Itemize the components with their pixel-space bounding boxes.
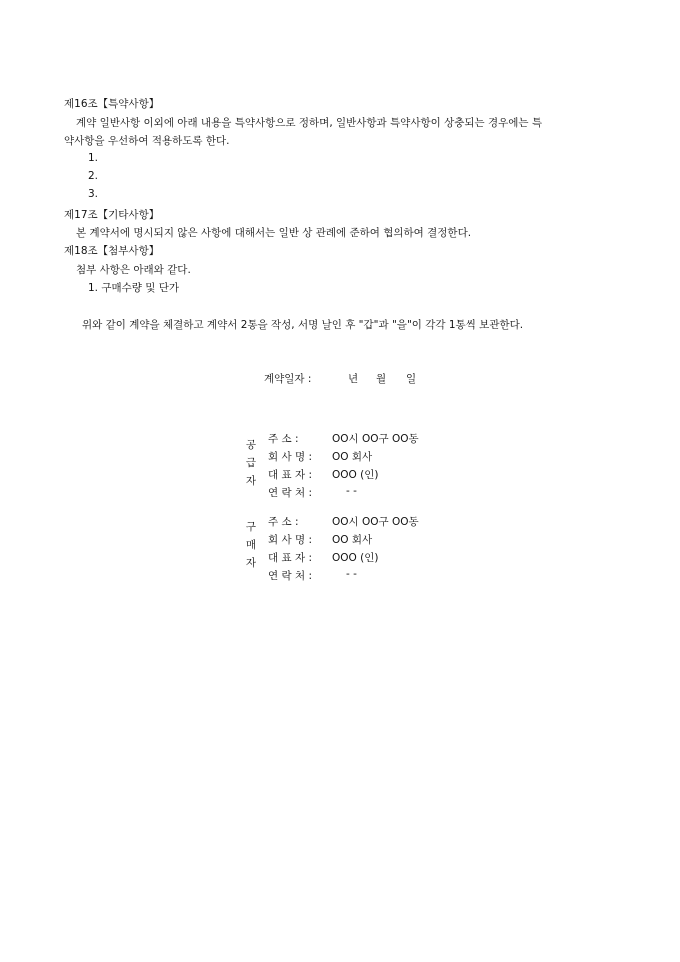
- supplier-label-char: 공: [245, 439, 257, 451]
- article-16-heading: 제16조【특약사항】: [64, 98, 160, 110]
- buyer-label-char: 구: [245, 521, 257, 533]
- buyer-representative-label: 대 표 자 :: [268, 552, 312, 564]
- article-16-item-2: 2.: [88, 170, 99, 182]
- buyer-contact-label: 연 락 처 :: [268, 570, 312, 582]
- supplier-address-label: 주 소 :: [268, 433, 299, 445]
- supplier-contact-label: 연 락 처 :: [268, 487, 312, 499]
- article-16-body-line-2: 약사항을 우선하여 적용하도록 한다.: [64, 135, 230, 147]
- article-18-body: 첨부 사항은 아래와 같다.: [76, 264, 191, 276]
- article-16-item-3: 3.: [88, 188, 99, 200]
- supplier-label-char: 자: [245, 475, 257, 487]
- buyer-label-char: 자: [245, 557, 257, 569]
- supplier-company-value: OO 회사: [332, 451, 373, 463]
- article-16-body-line-1: 계약 일반사항 이외에 아래 내용을 특약사항으로 정하며, 일반사항과 특약사항이 상충되는 경우에는 특: [76, 117, 543, 129]
- closing-statement: 위와 같이 계약을 체결하고 계약서 2통을 작성, 서명 날인 후 "갑"과 "을"이 각각 1통씩 보관한다.: [82, 319, 524, 331]
- buyer-label-char: 매: [245, 539, 257, 551]
- buyer-company-value: OO 회사: [332, 534, 373, 546]
- article-17-heading: 제17조【기타사항】: [64, 209, 160, 221]
- buyer-address-label: 주 소 :: [268, 516, 299, 528]
- buyer-company-label: 회 사 명 :: [268, 534, 312, 546]
- article-18-heading: 제18조【첨부사항】: [64, 245, 160, 257]
- contract-date-day: 일: [406, 373, 417, 385]
- buyer-contact-value: - -: [346, 568, 357, 580]
- contract-date-year: 년: [348, 373, 359, 385]
- supplier-address-value: OO시 OO구 OO동: [332, 433, 419, 445]
- supplier-label-char: 급: [245, 457, 257, 469]
- supplier-label: [244, 436, 258, 490]
- buyer-address-value: OO시 OO구 OO동: [332, 516, 419, 528]
- buyer-label: [244, 518, 258, 572]
- supplier-representative-value: OOO (인): [332, 469, 379, 481]
- contract-date-month: 월: [376, 373, 387, 385]
- article-16-item-1: 1.: [88, 152, 99, 164]
- contract-date-label: 계약일자 :: [264, 373, 312, 385]
- buyer-representative-value: OOO (인): [332, 552, 379, 564]
- supplier-contact-value: - -: [346, 485, 357, 497]
- supplier-representative-label: 대 표 자 :: [268, 469, 312, 481]
- article-18-item-1: 1. 구매수량 및 단가: [88, 282, 180, 294]
- supplier-company-label: 회 사 명 :: [268, 451, 312, 463]
- article-17-body: 본 계약서에 명시되지 않은 사항에 대해서는 일반 상 관례에 준하여 협의하여 결정한다.: [76, 227, 472, 239]
